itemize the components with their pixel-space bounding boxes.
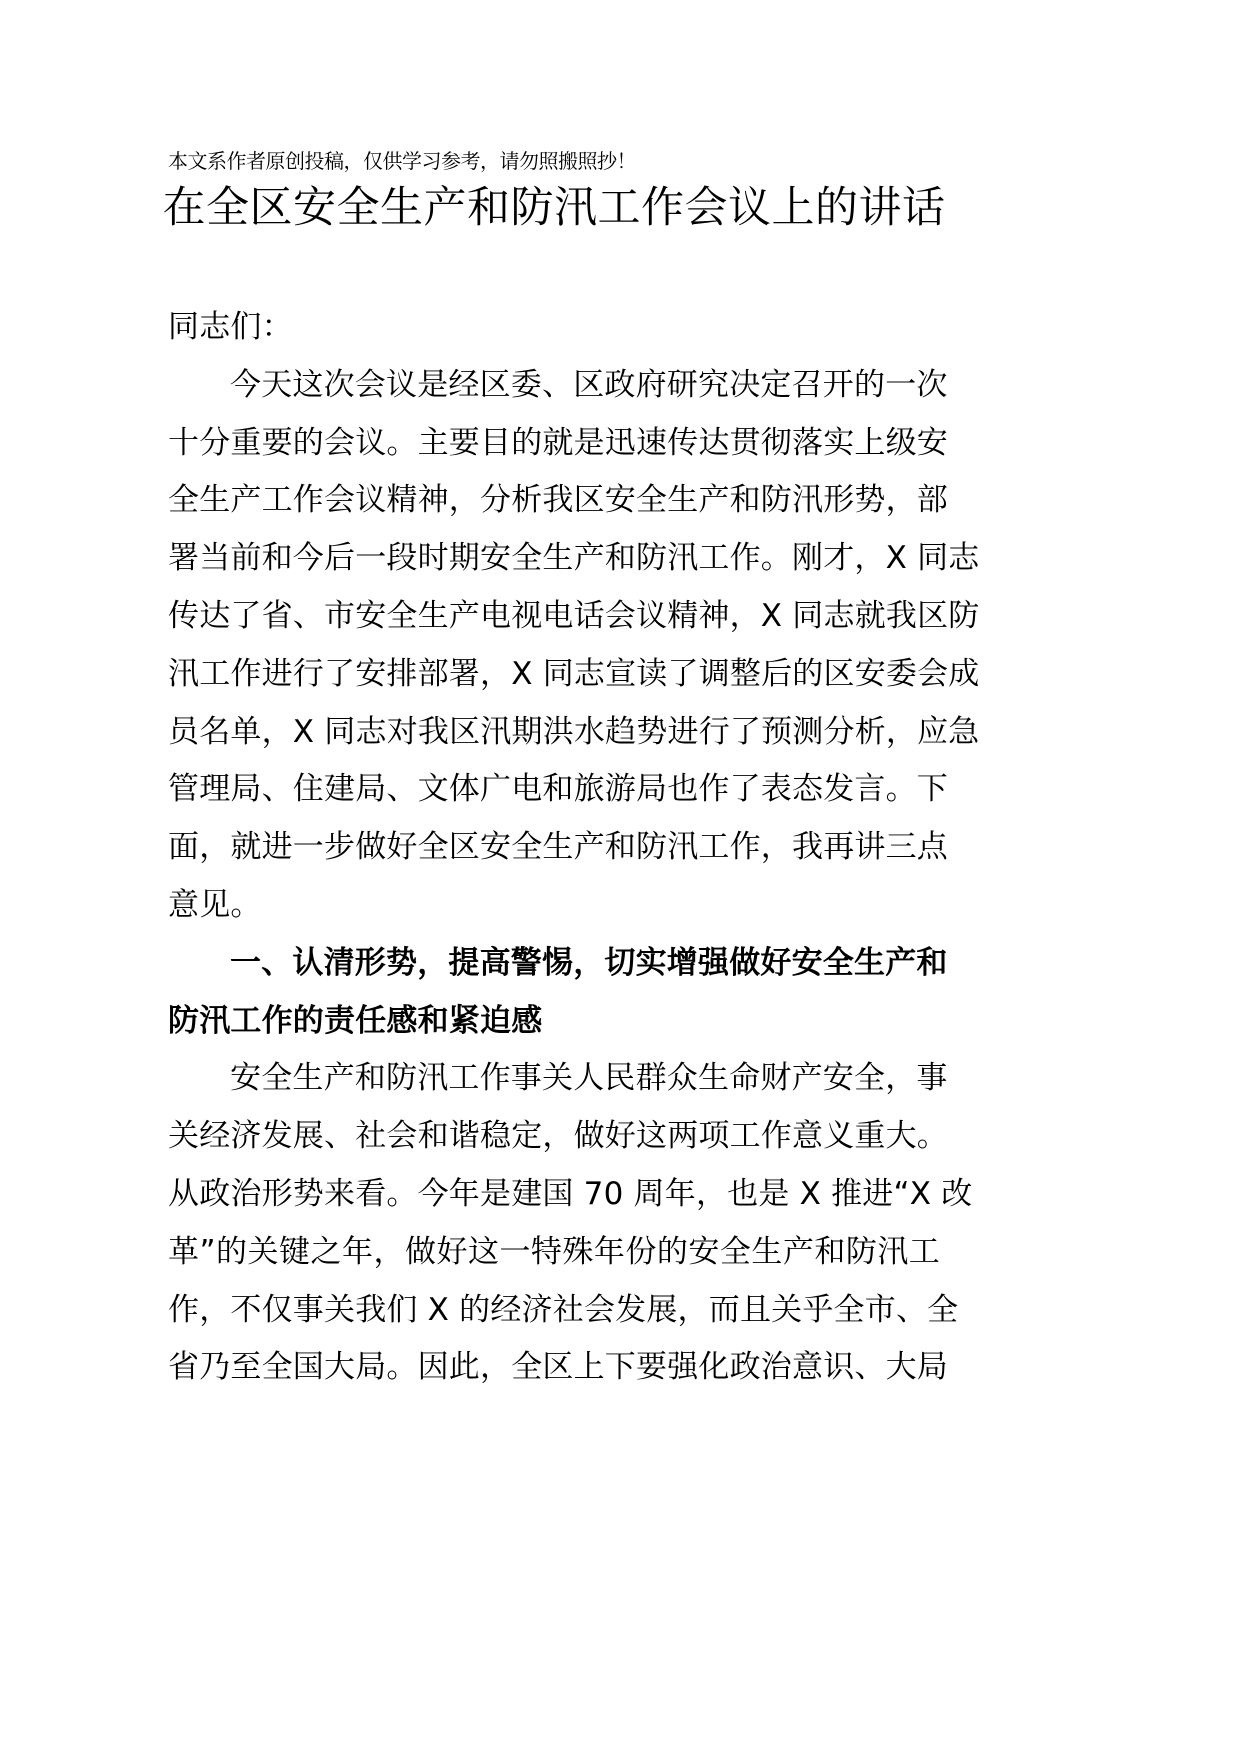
document-title: 在全区安全生产和防汛工作会议上的讲话 [162, 183, 946, 233]
section-heading-line: 防汛工作的责任感和紧迫感 [168, 1002, 543, 1039]
paragraph-line: 意见。 [168, 886, 262, 923]
paragraph-line: 十分重要的会议。主要目的就是迅速传达贯彻落实上级安 [168, 424, 948, 461]
paragraph-line: 从政治形势来看。今年是建国 70 周年，也是 X 推进“X 改 [168, 1175, 973, 1212]
paragraph-line: 汛工作进行了安排部署，X 同志宣读了调整后的区安委会成 [168, 655, 980, 692]
disclaimer-note: 本文系作者原创投稿，仅供学习参考，请勿照搬照抄！ [168, 149, 636, 173]
document-body [168, 299, 980, 1397]
paragraph-line: 管理局、住建局、文体广电和旅游局也作了表态发言。下 [168, 771, 948, 808]
paragraph-line: 省乃至全国大局。因此，全区上下要强化政治意识、大局 [168, 1349, 948, 1386]
paragraph-line: 今天这次会议是经区委、区政府研究决定召开的一次 [230, 366, 948, 403]
paragraph-line: 员名单，X 同志对我区汛期洪水趋势进行了预测分析，应急 [168, 713, 980, 750]
section-heading-line: 一、认清形势，提高警惕，切实增强做好安全生产和 [230, 944, 948, 981]
paragraph-line: 面，就进一步做好全区安全生产和防汛工作，我再讲三点 [168, 829, 948, 866]
salutation: 同志们： [168, 309, 293, 345]
paragraph-line: 关经济发展、社会和谐稳定，做好这两项工作意义重大。 [168, 1118, 948, 1155]
paragraph-line: 传达了省、市安全生产电视电话会议精神，X 同志就我区防 [168, 597, 980, 634]
paragraph-line: 署当前和今后一段时期安全生产和防汛工作。刚才，X 同志 [168, 540, 980, 577]
paragraph-line: 革”的关键之年，做好这一特殊年份的安全生产和防汛工 [168, 1233, 940, 1270]
paragraph-line: 安全生产和防汛工作事关人民群众生命财产安全，事 [230, 1060, 948, 1097]
paragraph-line: 全生产工作会议精神，分析我区安全生产和防汛形势，部 [168, 482, 948, 519]
paragraph-line: 作，不仅事关我们 X 的经济社会发展，而且关乎全市、全 [168, 1291, 959, 1328]
